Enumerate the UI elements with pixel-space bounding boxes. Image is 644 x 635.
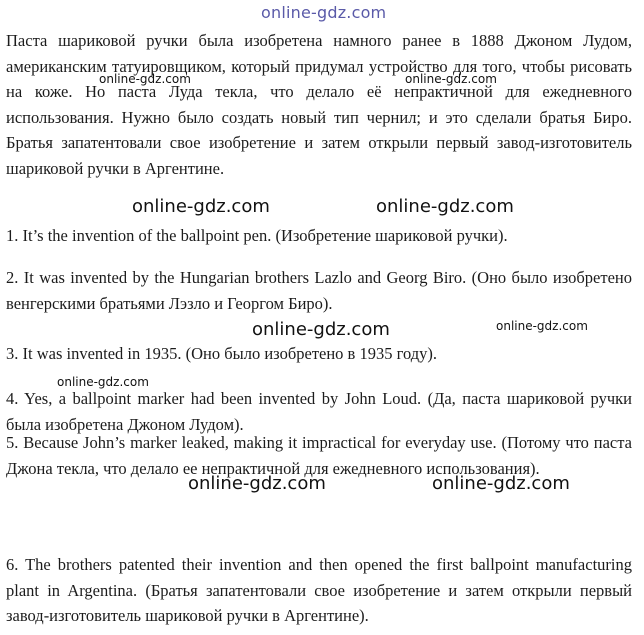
watermark-large: online-gdz.com (188, 473, 326, 494)
answer-1: 1. It’s the invention of the ballpoint pen. (Изобретение шариковой ручки). (6, 226, 508, 245)
watermark-large: online-gdz.com (376, 196, 514, 217)
answer-6: 6. The brothers patented their invention and then opened the first ballpoint manufacturing plant in Argentina. (Братья запатентовали свое изобретение и затем открыли первый завод-изготовитель шариковой ручки в Аргентине). (6, 555, 632, 625)
watermark-small: online-gdz.com (99, 72, 191, 86)
watermark-large: online-gdz.com (132, 196, 270, 217)
watermark-large: online-gdz.com (432, 473, 570, 494)
answer-3: 3. It was invented in 1935. (Оно было изобретено в 1935 году). (6, 344, 437, 363)
intro-paragraph: Паста шариковой ручки была изобретена намного ранее в 1888 Джоном Лудом, американским татуировщиком, который придумал устройство для того, чтобы рисовать на коже. Но паста Луда текла, что делало её непрактичной для ежедневного использования. Нужно было создать новый тип чернил; и это сделали братья Биро. Братья запатентовали свое изобретение и затем открыли первый завод-изготовитель шариковой ручки в Аргентине. (6, 31, 632, 178)
document-page (6, 0, 632, 635)
watermark-small: online-gdz.com (405, 72, 497, 86)
watermark-small: online-gdz.com (57, 375, 149, 389)
watermark-top: online-gdz.com (261, 3, 387, 22)
answer-2: 2. It was invented by the Hungarian brothers Lazlo and Georg Biro. (Оно было изобретено венгерскими братьями Лэзло и Георгом Биро). (6, 268, 632, 313)
watermark-large: online-gdz.com (252, 319, 390, 340)
watermark-small: online-gdz.com (496, 319, 588, 333)
answer-5: 5. Because John’s marker leaked, making it impractical for everyday use. (Потому что паста Джона текла, что делало ее непрактичной для ежедневного использования). (6, 433, 632, 478)
answer-4: 4. Yes, a ballpoint marker had been invented by John Loud. (Да, паста шариковой ручки была изобретена Джоном Лудом). (6, 389, 632, 434)
